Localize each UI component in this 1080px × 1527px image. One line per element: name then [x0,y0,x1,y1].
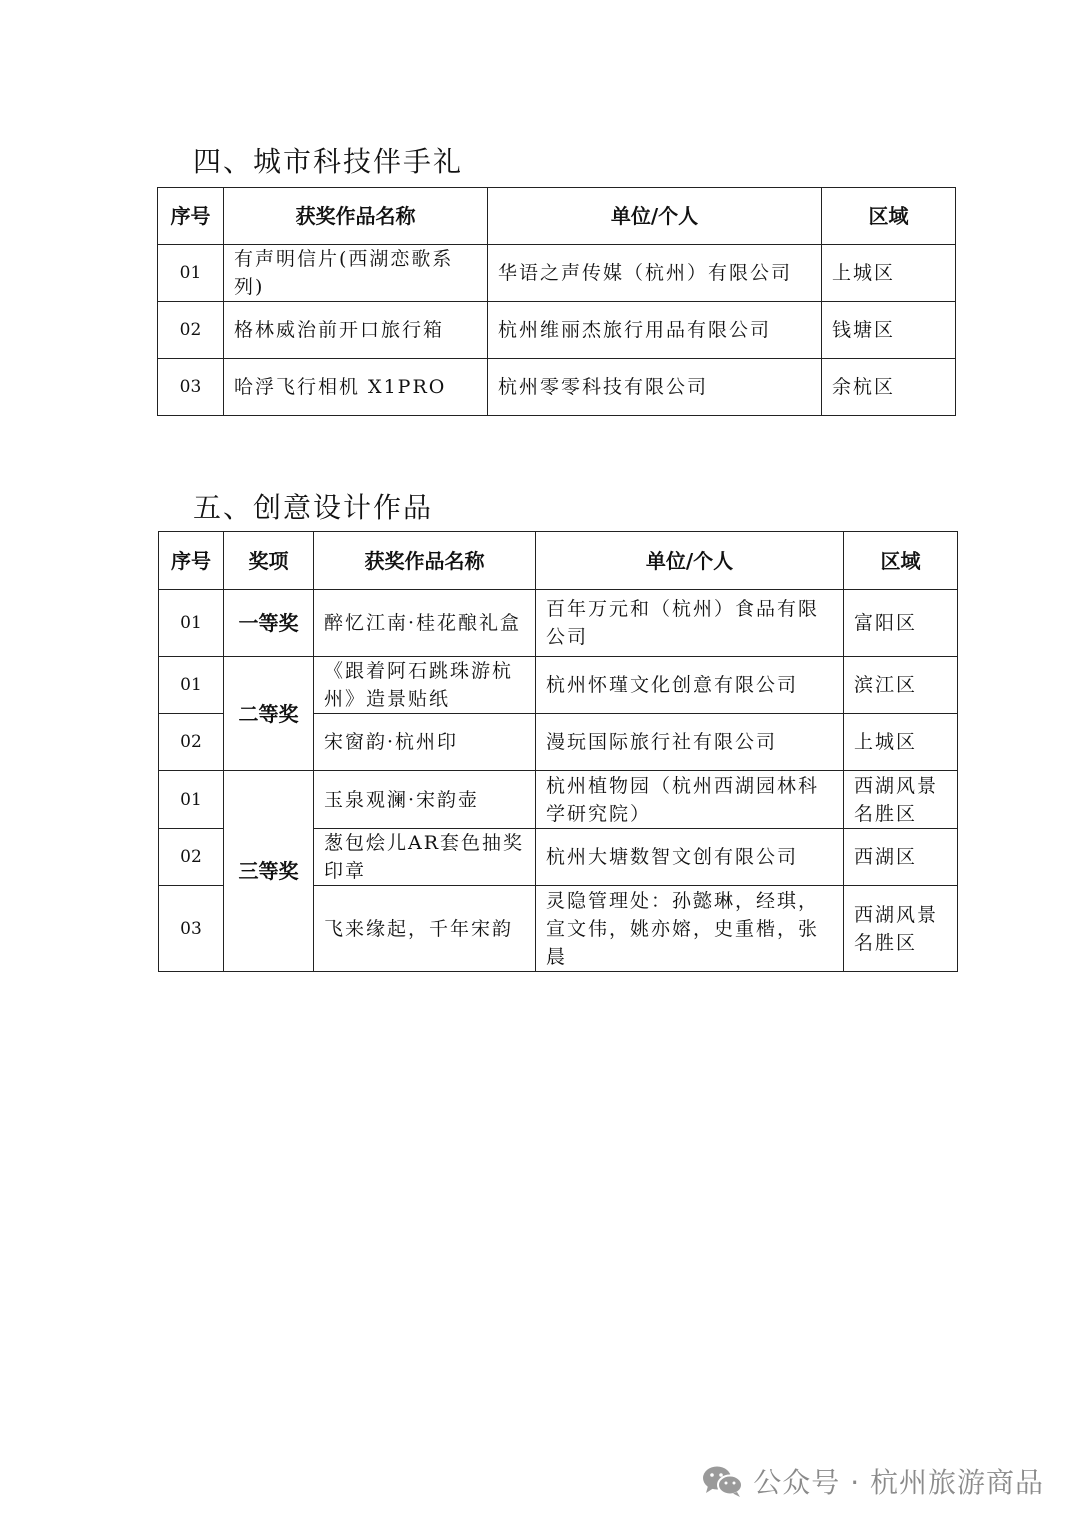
cell-region: 上城区 [822,245,956,302]
cell-seq: 01 [159,590,224,657]
header-work-name: 获奖作品名称 [224,188,488,245]
wechat-icon [701,1463,745,1499]
table-creative-design-works [158,531,958,972]
header-seq: 序号 [158,188,224,245]
cell-seq: 02 [159,829,224,886]
table-row [159,657,958,714]
cell-unit: 灵隐管理处：孙懿琳，经琪，宣文伟，姚亦嫆，史重楷，张晨 [536,886,844,972]
cell-unit: 华语之声传媒（杭州）有限公司 [488,245,822,302]
table-header-row [158,188,956,245]
cell-unit: 百年万元和（杭州）食品有限公司 [536,590,844,657]
table-row [159,590,958,657]
cell-seq: 03 [159,886,224,972]
table-header-row [159,532,958,590]
header-work-name: 获奖作品名称 [314,532,536,590]
cell-seq: 02 [159,714,224,771]
cell-region: 西湖区 [844,829,958,886]
cell-unit: 漫玩国际旅行社有限公司 [536,714,844,771]
header-region: 区域 [844,532,958,590]
cell-seq: 01 [158,245,224,302]
cell-unit: 杭州大塘数智文创有限公司 [536,829,844,886]
cell-region: 上城区 [844,714,958,771]
cell-work-name: 玉泉观澜·宋韵壶 [314,771,536,829]
header-region: 区域 [822,188,956,245]
cell-work-name: 宋窗韵·杭州印 [314,714,536,771]
header-seq: 序号 [159,532,224,590]
section-5-heading: 五、创意设计作品 [193,491,434,524]
cell-region: 富阳区 [844,590,958,657]
cell-region: 滨江区 [844,657,958,714]
cell-seq: 03 [158,359,224,416]
cell-region: 余杭区 [822,359,956,416]
cell-work-name: 哈浮飞行相机 X1PRO [224,359,488,416]
table-row [158,359,956,416]
table-row [159,771,958,829]
cell-work-name: 醉忆江南·桂花酿礼盒 [314,590,536,657]
cell-seq: 01 [159,657,224,714]
header-award: 奖项 [224,532,314,590]
cell-unit: 杭州零零科技有限公司 [488,359,822,416]
award-second-prize: 二等奖 [224,657,314,771]
cell-work-name: 葱包烩儿AR套色抽奖印章 [314,829,536,886]
cell-region: 西湖风景名胜区 [844,886,958,972]
cell-region: 钱塘区 [822,302,956,359]
cell-unit: 杭州植物园（杭州西湖园林科学研究院） [536,771,844,829]
cell-work-name: 有声明信片(西湖恋歌系列) [224,245,488,302]
award-third-prize: 三等奖 [224,771,314,972]
cell-seq: 02 [158,302,224,359]
table-city-tech-souvenirs [157,187,956,416]
section-4-heading: 四、城市科技伴手礼 [193,145,464,178]
cell-work-name: 飞来缘起，千年宋韵 [314,886,536,972]
watermark [701,1461,1044,1501]
header-unit: 单位/个人 [536,532,844,590]
cell-unit: 杭州怀瑾文化创意有限公司 [536,657,844,714]
watermark-text: 公众号 · 杭州旅游商品 [753,1466,1044,1499]
cell-work-name: 《跟着阿石跳珠游杭州》造景贴纸 [314,657,536,714]
cell-seq: 01 [159,771,224,829]
table-row [158,245,956,302]
cell-unit: 杭州维丽杰旅行用品有限公司 [488,302,822,359]
cell-work-name: 格林威治前开口旅行箱 [224,302,488,359]
cell-region: 西湖风景名胜区 [844,771,958,829]
header-unit: 单位/个人 [488,188,822,245]
table-row [158,302,956,359]
award-first-prize: 一等奖 [224,590,314,657]
